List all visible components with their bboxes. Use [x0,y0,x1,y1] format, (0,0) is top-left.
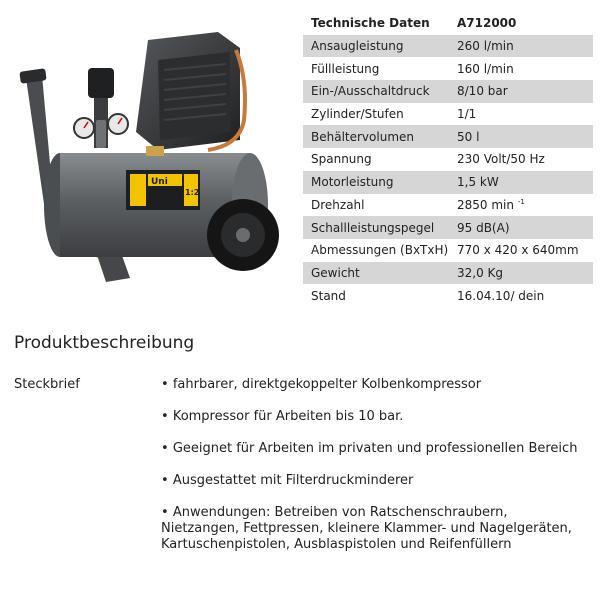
spec-value: 160 l/min [449,57,593,80]
spec-value [449,194,593,217]
table-row [303,194,593,217]
spec-value: 230 Volt/50 Hz [449,148,593,171]
table-header-label: Technische Daten [303,12,449,35]
table-row [303,171,593,194]
table-row [303,262,593,285]
table-row [303,216,593,239]
list-item: • Kompressor für Arbeiten bis 10 bar. [161,409,581,425]
technical-data-table [303,12,593,307]
table-row [303,239,593,262]
spec-value: 95 dB(A) [449,216,593,239]
decal-brand-text: Uni [151,177,168,187]
spec-value: 1/1 [449,103,593,126]
table-row [303,148,593,171]
spec-value: 260 l/min [449,35,593,58]
table-row [303,80,593,103]
spec-label: Motorleistung [303,171,449,194]
spec-label: Drehzahl [303,194,449,217]
spec-value: 32,0 Kg [449,262,593,285]
spec-label: Zylinder/Stufen [303,103,449,126]
table-row [303,125,593,148]
list-item: • Geeignet für Arbeiten im privaten und professionellen Bereich [161,441,581,457]
list-item: • Anwendungen: Betreiben von Ratschenschraubern, Nietzangen, Fettpressen, kleinere Klammer- und Nagelgeräten, Kartuschenpistolen, Ausblaspistolen und Reifenfüllern [161,505,581,553]
profile-label: Steckbrief [14,377,80,392]
spec-label: Gewicht [303,262,449,285]
spec-label: Füllleistung [303,57,449,80]
spec-label: Spannung [303,148,449,171]
list-item: • fahrbarer, direktgekoppelter Kolbenkompressor [161,377,581,393]
spec-label: Behältervolumen [303,125,449,148]
compressor-image [8,20,293,300]
table-row [303,57,593,80]
description-title: Produktbeschreibung [14,333,195,353]
table-header-value: A712000 [449,12,593,35]
table-row [303,103,593,126]
spec-label: Stand [303,284,449,307]
spec-value: 8/10 bar [449,80,593,103]
spec-value-superscript: -1 [517,197,525,206]
spec-label: Ansaugleistung [303,35,449,58]
table-row [303,284,593,307]
spec-label: Schallleistungspegel [303,216,449,239]
spec-value: 1,5 kW [449,171,593,194]
table-row [303,35,593,58]
decal-model-text: 1:2 [185,188,200,197]
list-item: • Ausgestattet mit Filterdruckminderer [161,473,581,489]
feature-list [161,377,581,569]
spec-label: Ein-/Ausschaltdruck [303,80,449,103]
table-header-row [303,12,593,35]
spec-value: 50 l [449,125,593,148]
spec-value: 770 x 420 x 640mm [449,239,593,262]
spec-value-text: 2850 min [457,197,514,212]
spec-label: Abmessungen (BxTxH) [303,239,449,262]
spec-value: 16.04.10/ dein [449,284,593,307]
